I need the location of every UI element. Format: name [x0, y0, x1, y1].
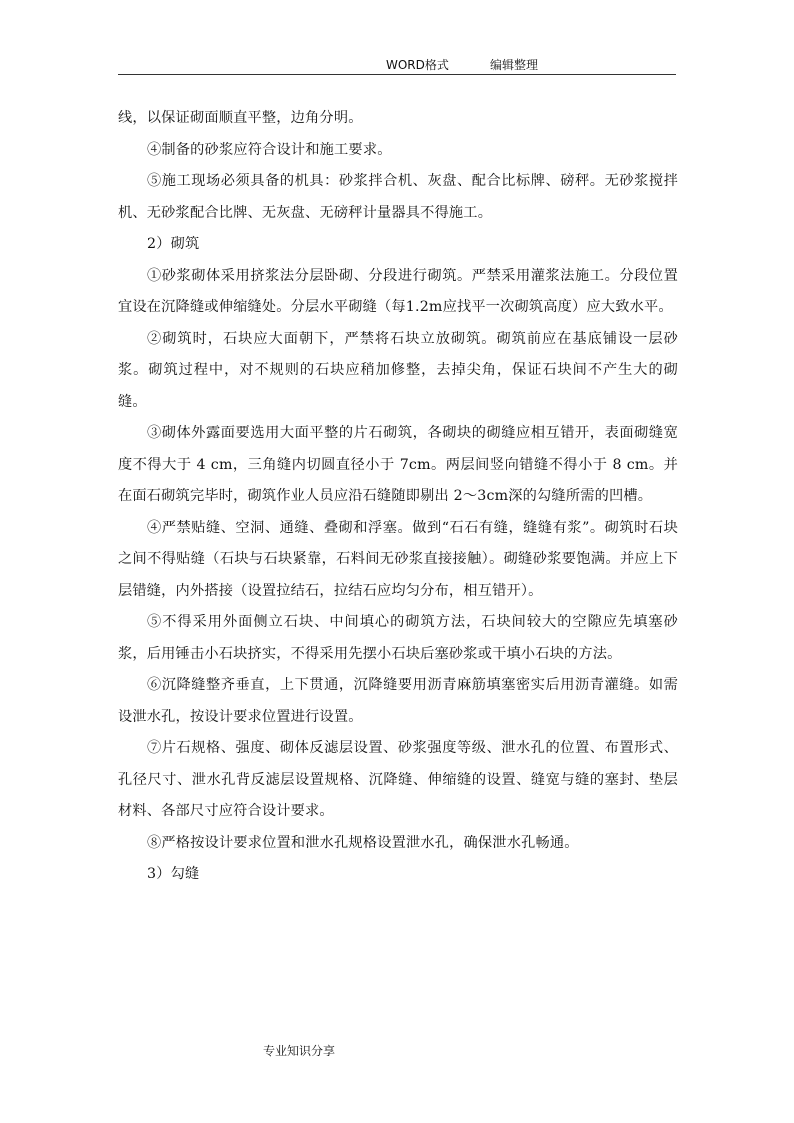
- paragraph-masonry-5: ⑤不得采用外面侧立石块、中间填心的砌筑方法，石块间较大的空隙应先填塞砂浆，后用锤击小石块挤实，不得采用先摆小石块后塞砂浆或干填小石块的方法。: [118, 614, 678, 662]
- paragraph-masonry-1: ①砂浆砌体采用挤浆法分层卧砌、分段进行砌筑。严禁采用灌浆法施工。分段位置宜设在沉降缝或伸缩缝处。分层水平砌缝（每1.2m应找平一次砌筑高度）应大致水平。: [118, 267, 678, 315]
- paragraph-masonry-7: ⑦片石规格、强度、砌体反滤层设置、砂浆强度等级、泄水孔的位置、布置形式、孔径尺寸、泄水孔背反滤层设置规格、沉降缝、伸缩缝的设置、缝宽与缝的塞封、垫层材料、各部尺寸应符合设计要求。: [118, 740, 678, 819]
- paragraph-masonry-3: ③砌体外露面要选用大面平整的片石砌筑，各砌块的砌缝应相互错开，表面砌缝宽度不得大于 4 cm，三角缝内切圆直径小于 7cm。两层间竖向错缝不得小于 8 cm。并在面石砌筑完毕时，砌筑作业人员应沿石缝随即剔出 2～3cm深的勾缝所需的凹槽。: [118, 425, 678, 504]
- paragraph-item-4: ④制备的砂浆应符合设计和施工要求。: [147, 141, 392, 158]
- paragraph-masonry-4: ④严禁贴缝、空洞、通缝、叠砌和浮塞。做到“石石有缝，缝缝有浆”。砌筑时石块之间不得贴缝（石块与石块紧靠，石料间无砂浆直接接触）。砌缝砂浆要饱满。并应上下层错缝，内外搭接（设置拉结石，拉结石应均匀分布，相互错开）。: [118, 519, 678, 599]
- paragraph-masonry-6: ⑥沉降缝整齐垂直，上下贯通，沉降缝要用沥青麻筋填塞密实后用沥青灌缝。如需设泄水孔，按设计要求位置进行设置。: [118, 677, 678, 725]
- section-heading-masonry: 2）砌筑: [147, 236, 200, 252]
- paragraph-continuation: 线，以保证砌面顺直平整，边角分明。: [118, 110, 363, 126]
- header-word-format: WORD格式: [386, 58, 449, 72]
- page-header: [118, 56, 676, 75]
- section-heading-pointing: 3）勾缝: [147, 866, 200, 882]
- document-body: [118, 103, 678, 891]
- paragraph-masonry-2: ②砌筑时，石块应大面朝下，严禁将石块立放砌筑。砌筑前应在基底铺设一层砂浆。砌筑过程中，对不规则的石块应稍加修整，去掉尖角，保证石块间不产生大的砌缝。: [118, 330, 678, 410]
- page-footer: 专业知识分享: [263, 1044, 336, 1058]
- paragraph-masonry-8: ⑧严格按设计要求位置和泄水孔规格设置泄水孔，确保泄水孔畅通。: [147, 834, 579, 851]
- paragraph-item-5: ⑤施工现场必须具备的机具：砂浆拌合机、灰盘、配合比标牌、磅秤。无砂浆搅拌机、无砂浆配合比牌、无灰盘、无磅秤计量器具不得施工。: [118, 173, 678, 221]
- header-edit: 编辑整理: [490, 58, 539, 72]
